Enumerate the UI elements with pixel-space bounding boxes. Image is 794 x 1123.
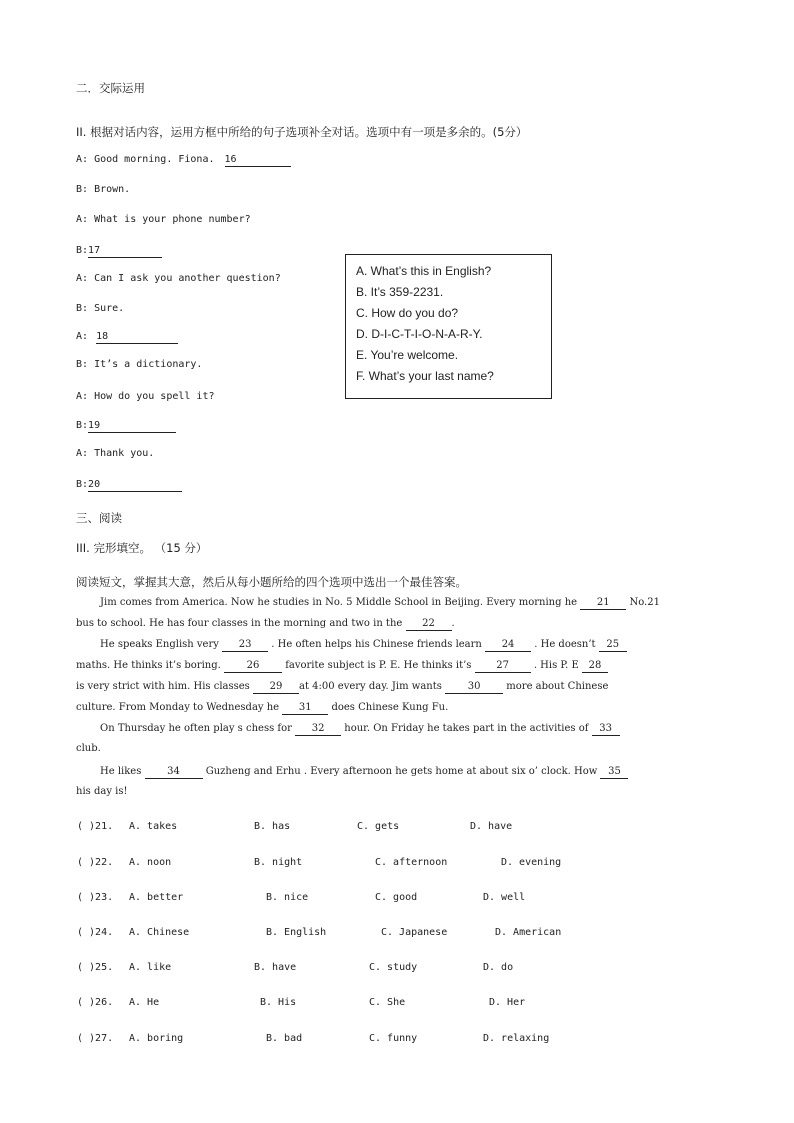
speaker-label: A: [76,154,89,165]
choice-a[interactable]: A. better [129,892,184,903]
choice-c[interactable]: C. good [375,892,418,903]
option-f: F. What’s your last name? [356,369,494,383]
answer-blank-18[interactable]: 18 [96,330,178,344]
dialogue-text: It’s a dictionary. [94,359,203,370]
passage-text: at 4:00 every day. Jim wants [298,681,442,692]
cloze-subheading: III. 完形填空。 （15 分） [76,541,208,555]
cloze-blank-32[interactable]: 32 [295,722,341,736]
dialogue-line-7 [76,330,178,344]
choice-c[interactable]: C. afternoon [375,857,448,868]
speaker-label: A: [76,331,89,342]
cloze-blank-26[interactable]: 26 [224,659,282,673]
speaker-label: A: [76,214,89,225]
question-number: ( )27. [77,1033,114,1044]
choice-d[interactable]: D. have [470,821,513,832]
passage-line-1 [76,596,714,610]
choice-d[interactable]: D. relaxing [483,1033,550,1044]
section-heading-reading: 三、阅读 [76,511,122,525]
passage-text: more about Chinese [506,681,609,692]
question-number: ( )25. [77,962,114,973]
dialogue-line-1 [76,153,291,167]
speaker-label: A: [76,391,89,402]
passage-line-2 [76,617,690,631]
cloze-blank-22[interactable]: 22 [406,617,452,631]
choice-a[interactable]: A. noon [129,857,172,868]
dialogue-text: Thank you. [94,448,155,459]
dialogue-line-2 [76,184,130,195]
dialogue-line-12 [76,478,182,492]
cloze-blank-35[interactable]: 35 [600,765,628,779]
choice-d[interactable]: D. well [483,892,526,903]
speaker-label: B: [76,420,89,431]
choice-d[interactable]: D. American [495,927,562,938]
choice-a[interactable]: A. Chinese [129,927,190,938]
passage-line-5 [76,680,690,694]
dialogue-text: What is your phone number? [94,214,251,225]
dialogue-text: Can I ask you another question? [94,273,281,284]
choice-c[interactable]: C. She [369,997,406,1008]
choice-b[interactable]: B. night [254,857,303,868]
passage-text: is very strict with him. His classes [76,681,250,692]
choice-c[interactable]: C. gets [357,821,400,832]
question-number: ( )26. [77,997,114,1008]
passage-text: his day is! [76,786,128,797]
dialogue-line-9 [76,391,215,402]
passage-text: Guzheng and Erhu . Every afternoon he gets home at about six o’ clock. How [205,766,598,777]
cloze-blank-24[interactable]: 24 [485,638,531,652]
dialogue-text: Sure. [94,303,125,314]
speaker-label: A: [76,273,89,284]
passage-text: club. [76,743,101,754]
passage-text: He speaks English very [100,639,219,650]
passage-line-4 [76,659,690,673]
passage-text: culture. From Monday to Wednesday he [76,702,280,713]
dialogue-line-5 [76,273,281,284]
passage-text: No.21 [629,597,660,608]
passage-text: favorite subject is P. E. He thinks it’s [285,660,472,671]
passage-text: hour. On Friday he takes part in the activities of [344,723,589,734]
option-c: C. How do you do? [356,306,459,320]
choice-b[interactable]: B. have [254,962,297,973]
choice-c[interactable]: C. Japanese [381,927,448,938]
passage-text: bus to school. He has four classes in the morning and two in the [76,618,403,629]
cloze-blank-30[interactable]: 30 [445,680,503,694]
choice-c[interactable]: C. study [369,962,418,973]
dialogue-text: How do you spell it? [94,391,215,402]
choice-d[interactable]: D. Her [489,997,526,1008]
dialogue-line-4 [76,244,162,258]
passage-text: . His P. E [533,660,579,671]
section-instruction: II. 根据对话内容，运用方框中所给的句子选项补全对话。选项中有一项是多余的。(5分） [76,125,528,139]
choice-a[interactable]: A. takes [129,821,178,832]
cloze-blank-34[interactable]: 34 [145,765,203,779]
passage-text: . [451,618,455,629]
dialogue-line-10 [76,419,176,433]
option-e: E. You’re welcome. [356,348,459,362]
dialogue-text: Brown. [94,184,131,195]
cloze-blank-27[interactable]: 27 [475,659,531,673]
option-b: B. It’s 359-2231. [356,285,444,299]
choice-d[interactable]: D. evening [501,857,562,868]
passage-line-10 [76,786,690,797]
choice-b[interactable]: B. His [260,997,297,1008]
question-number: ( )22. [77,857,114,868]
choice-a[interactable]: A. boring [129,1033,184,1044]
passage-line-9 [76,765,714,779]
question-number: ( )21. [77,821,114,832]
passage-text: Jim comes from America. Now he studies in No. 5 Middle School in Beijing. Every morning he [100,597,578,608]
options-box [345,254,552,399]
cloze-blank-21[interactable]: 21 [580,596,626,610]
choice-b[interactable]: B. has [254,821,291,832]
cloze-blank-29[interactable]: 29 [253,680,299,694]
dialogue-line-11 [76,448,154,459]
dialogue-text: Good morning. Fiona. [94,154,215,165]
choice-b[interactable]: B. nice [266,892,309,903]
passage-text: . He often helps his Chinese friends learn [271,639,482,650]
cloze-instruction: 阅读短文，掌握其大意，然后从每小题所给的四个选项中选出一个最佳答案。 [76,575,467,589]
cloze-blank-23[interactable]: 23 [222,638,268,652]
choice-b[interactable]: B. English [266,927,327,938]
speaker-label: B: [76,479,89,490]
answer-blank-17[interactable]: 17 [88,244,162,258]
dialogue-line-3 [76,214,251,225]
cloze-blank-25[interactable]: 25 [599,638,627,652]
choice-c[interactable]: C. funny [369,1033,418,1044]
choice-d[interactable]: D. do [483,962,514,973]
cloze-blank-33[interactable]: 33 [592,722,620,736]
passage-text: does Chinese Kung Fu. [331,702,449,713]
speaker-label: B: [76,184,89,195]
choice-a[interactable]: A. like [129,962,172,973]
cloze-blank-31[interactable]: 31 [282,701,328,715]
choice-b[interactable]: B. bad [266,1033,303,1044]
answer-blank-20[interactable]: 20 [88,478,182,492]
passage-line-3 [76,638,714,652]
choice-a[interactable]: A. He [129,997,160,1008]
passage-line-7 [76,722,714,736]
answer-blank-19[interactable]: 19 [88,419,176,433]
dialogue-line-6 [76,303,124,314]
dialogue-line-8 [76,359,202,370]
speaker-label: B: [76,359,89,370]
section-heading-communication: 二．交际运用 [76,81,145,95]
passage-line-8 [76,743,690,754]
answer-blank-16[interactable]: 16 [225,153,291,167]
speaker-label: B: [76,245,89,256]
option-d: D. D-I-C-T-I-O-N-A-R-Y. [356,327,483,341]
passage-text: maths. He thinks it’s boring. [76,660,221,671]
speaker-label: B: [76,303,89,314]
cloze-blank-28[interactable]: 28 [582,659,608,673]
option-a: A. What’s this in English? [356,264,492,278]
passage-text: On Thursday he often play s chess for [100,723,292,734]
speaker-label: A: [76,448,89,459]
passage-text: . He doesn’t [534,639,596,650]
passage-line-6 [76,701,690,715]
question-number: ( )24. [77,927,114,938]
passage-text: He likes [100,766,142,777]
question-number: ( )23. [77,892,114,903]
